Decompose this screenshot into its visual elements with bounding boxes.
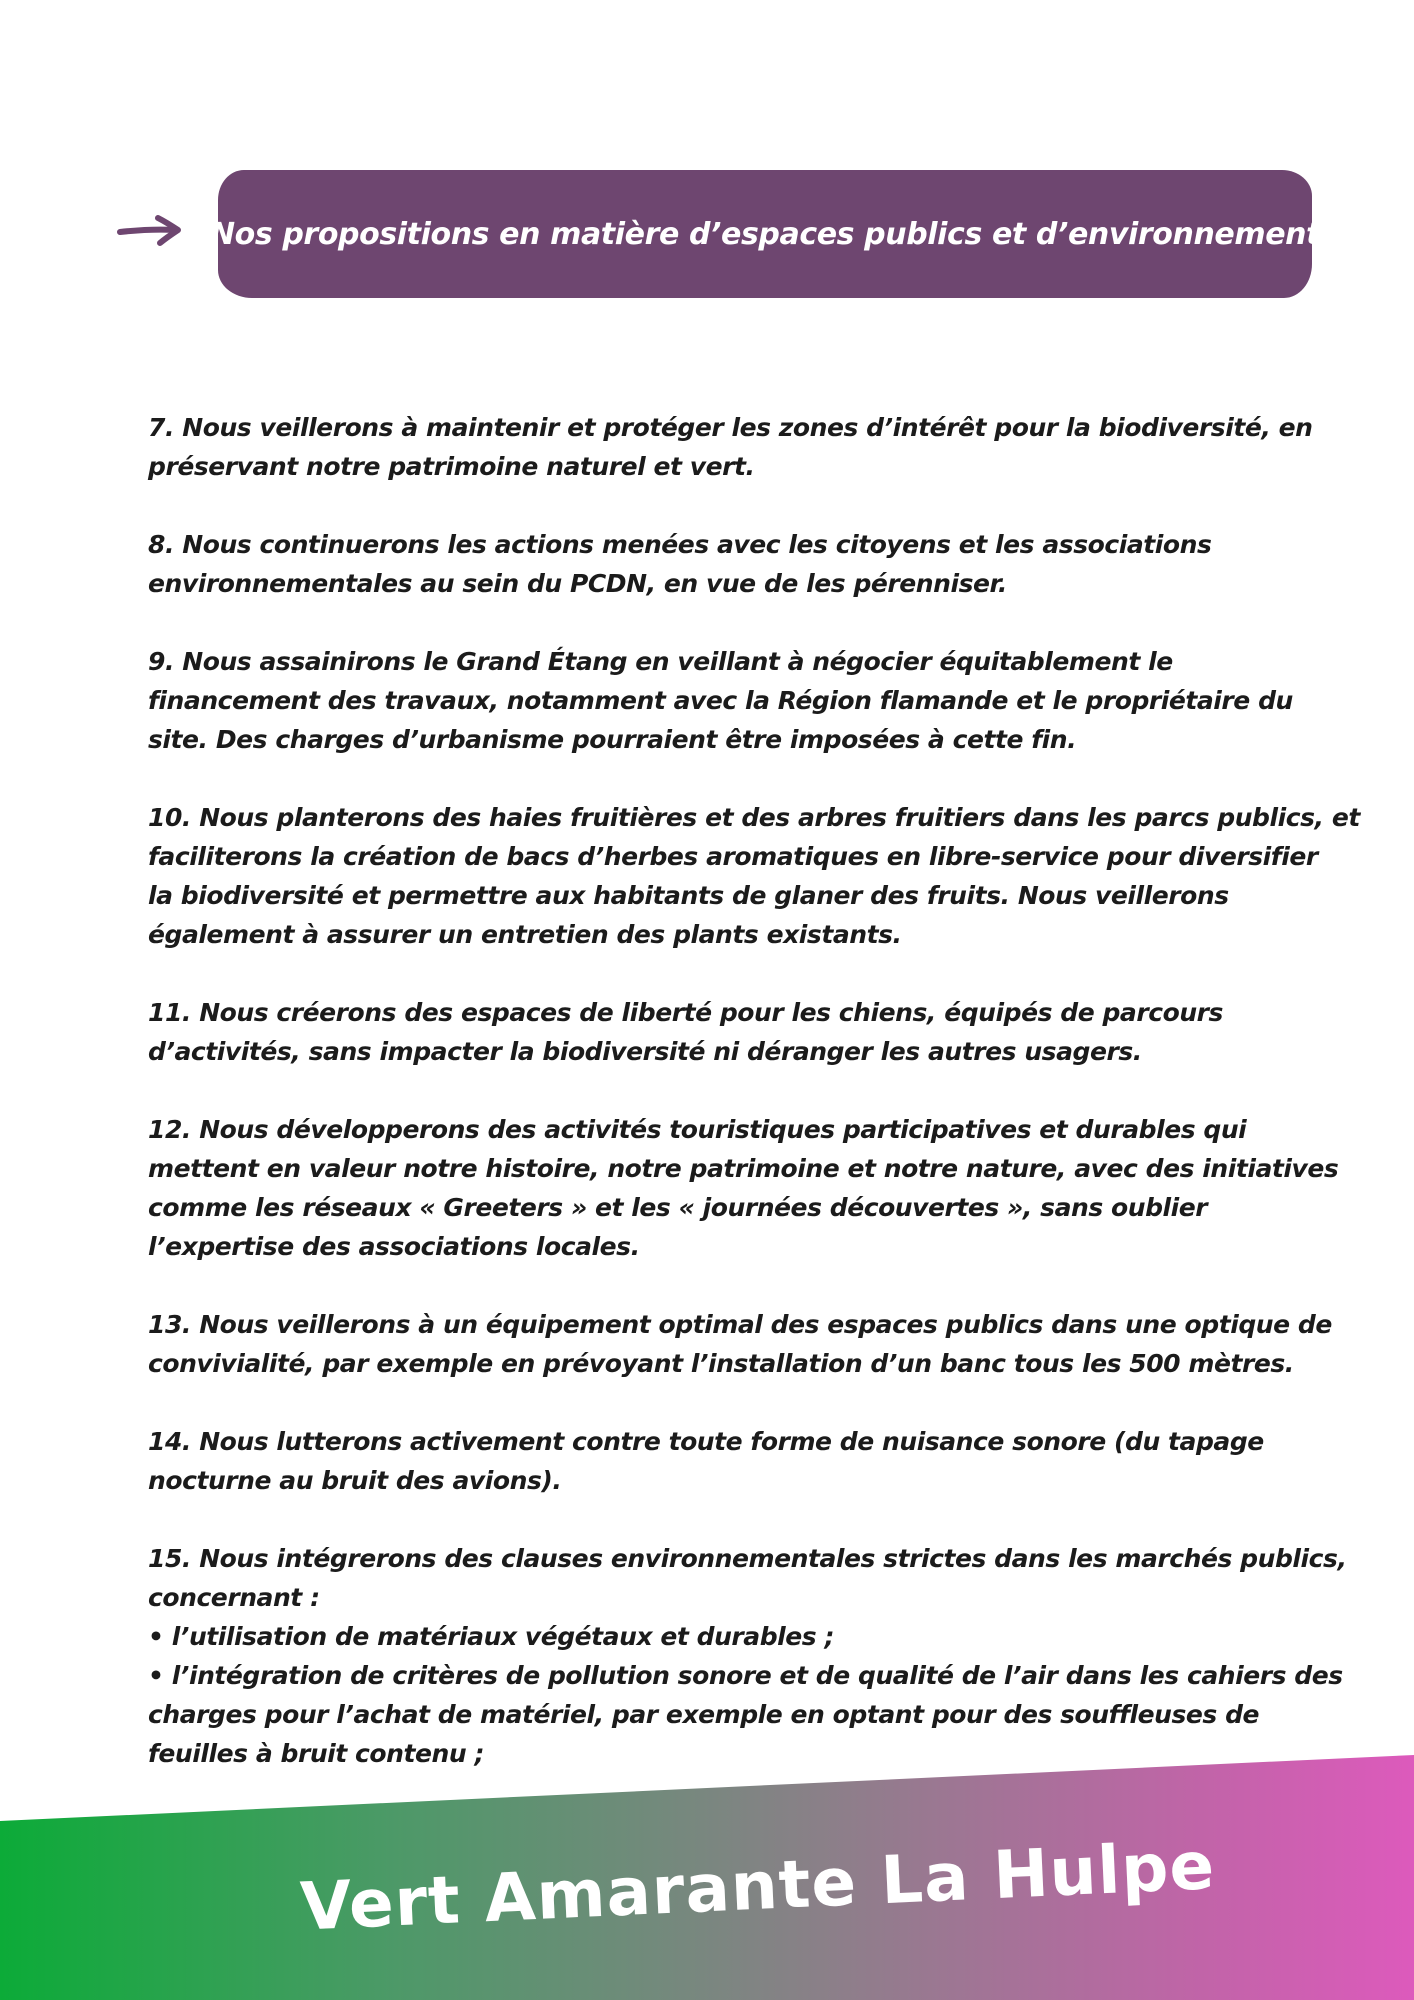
proposal-line: 15. Nous intégrerons des clauses environnementales strictes dans les marchés publics,: [148, 1544, 1347, 1573]
proposal-line: concernant :: [148, 1583, 320, 1612]
proposal-paragraph: [148, 1305, 1332, 1383]
proposal-line: l’expertise des associations locales.: [148, 1232, 640, 1261]
proposal-paragraph: [148, 798, 1360, 954]
proposal-line: charges pour l’achat de matériel, par exemple en optant pour des souffleuses de: [148, 1700, 1260, 1729]
proposal-paragraph: [148, 1539, 1347, 1773]
proposal-line: 14. Nous lutterons activement contre toute forme de nuisance sonore (du tapage: [148, 1427, 1264, 1456]
proposal-paragraph: [148, 1422, 1308, 1500]
proposal-line: • l’intégration de critères de pollution sonore et de qualité de l’air dans les cahiers des: [148, 1661, 1343, 1690]
proposal-line: comme les réseaux « Greeters » et les « journées découvertes », sans oublier: [148, 1193, 1208, 1222]
proposal-line: la biodiversité et permettre aux habitants de glaner des fruits. Nous veillerons: [148, 881, 1229, 910]
proposal-line: 8. Nous continuerons les actions menées avec les citoyens et les associations: [148, 530, 1212, 559]
proposal-line: environnementales au sein du PCDN, en vue de les pérenniser.: [148, 569, 1007, 598]
proposal-line: 10. Nous planterons des haies fruitières et des arbres fruitiers dans les parcs publics, et: [148, 803, 1360, 832]
proposal-line: feuilles à bruit contenu ;: [148, 1739, 484, 1768]
proposal-line: préservant notre patrimoine naturel et vert.: [148, 452, 755, 481]
proposal-line: nocturne au bruit des avions).: [148, 1466, 562, 1495]
proposal-line: 11. Nous créerons des espaces de liberté pour les chiens, équipés de parcours: [148, 998, 1223, 1027]
proposal-paragraph: [148, 1110, 1339, 1266]
arrow-right-icon: [116, 212, 184, 248]
proposal-line: 9. Nous assainirons le Grand Étang en veillant à négocier équitablement le: [148, 647, 1173, 676]
proposal-line: d’activités, sans impacter la biodiversité ni déranger les autres usagers.: [148, 1037, 1142, 1066]
section-title-banner: [209, 170, 1321, 298]
proposals-list: [148, 408, 1360, 1812]
footer-brand-logo: Vert Amarante La Hulpe: [298, 1827, 1217, 1946]
proposal-paragraph: [148, 642, 1308, 759]
proposal-line: 12. Nous développerons des activités touristiques participatives et durables qui: [148, 1115, 1247, 1144]
proposal-line: • l’utilisation de matériaux végétaux et durables ;: [148, 1622, 835, 1651]
proposal-line: site. Des charges d’urbanisme pourraient être imposées à cette fin.: [148, 725, 1077, 754]
proposal-line: 7. Nous veillerons à maintenir et protéger les zones d’intérêt pour la biodiversité, en: [148, 413, 1313, 442]
section-title: Nos propositions en matière d’espaces publics et d’environnement: [209, 216, 1321, 252]
proposal-line: mettent en valeur notre histoire, notre patrimoine et notre nature, avec des initiatives: [148, 1154, 1339, 1183]
proposal-line: 13. Nous veillerons à un équipement optimal des espaces publics dans une optique de: [148, 1310, 1332, 1339]
proposal-paragraph: [148, 993, 1308, 1071]
proposal-paragraph: [148, 408, 1313, 486]
proposal-line: financement des travaux, notamment avec la Région flamande et le propriétaire du: [148, 686, 1293, 715]
proposal-paragraph: [148, 525, 1308, 603]
proposal-line: également à assurer un entretien des plants existants.: [148, 920, 902, 949]
proposal-line: convivialité, par exemple en prévoyant l’installation d’un banc tous les 500 mètres.: [148, 1349, 1294, 1378]
proposal-line: faciliterons la création de bacs d’herbes aromatiques en libre-service pour diversifier: [148, 842, 1318, 871]
